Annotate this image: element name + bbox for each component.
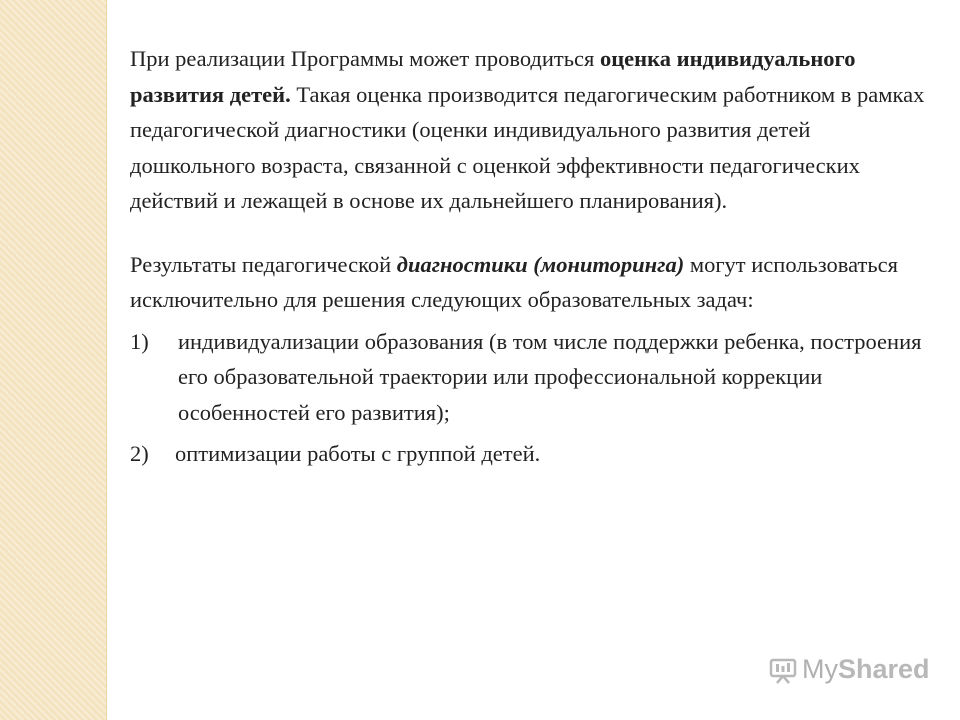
paragraph2-text-end: могут использоваться исключительно для решения следующих образовательных задач: [130,251,898,312]
presentation-board-icon [768,655,798,685]
list-item-number: 1) [130,328,149,354]
watermark-shared-text: Shared [838,654,930,684]
paragraph1-text-end: Такая оценка производится педагогическим работником в рамках педагогической диагностики (оценки индивидуального развития детей дошкольного возраста, связанной с оценкой эффективности педагогических действий и лежащей в основе их дальнейшего планирования). [130,81,925,213]
paragraph1-bold-text: оценка индивидуального развития детей. [130,46,856,107]
list-item-text: оптимизации работы с группой детей. [175,441,541,466]
paragraph-results [130,247,940,318]
list-item-number: 2) [130,441,149,466]
list-item-text: индивидуализации образования (в том числе поддержки ребенка, построения его образовательной траектории или профессиональной коррекции особенностей его развития); [178,328,922,425]
paragraph2-text-start: Результаты педагогической [130,251,397,277]
paragraph-assessment [130,41,940,219]
decorative-side-stripe [0,0,107,720]
myshared-watermark [768,654,930,685]
paragraph2-emphasis-text: диагностики (мониторинга) [396,251,685,277]
paragraph1-text-start: При реализации Программы может проводиться [130,46,600,71]
list-item-1 [130,324,940,431]
watermark-my-text: My [802,654,838,684]
list-item-2 [130,436,940,472]
slide-content [130,41,940,472]
